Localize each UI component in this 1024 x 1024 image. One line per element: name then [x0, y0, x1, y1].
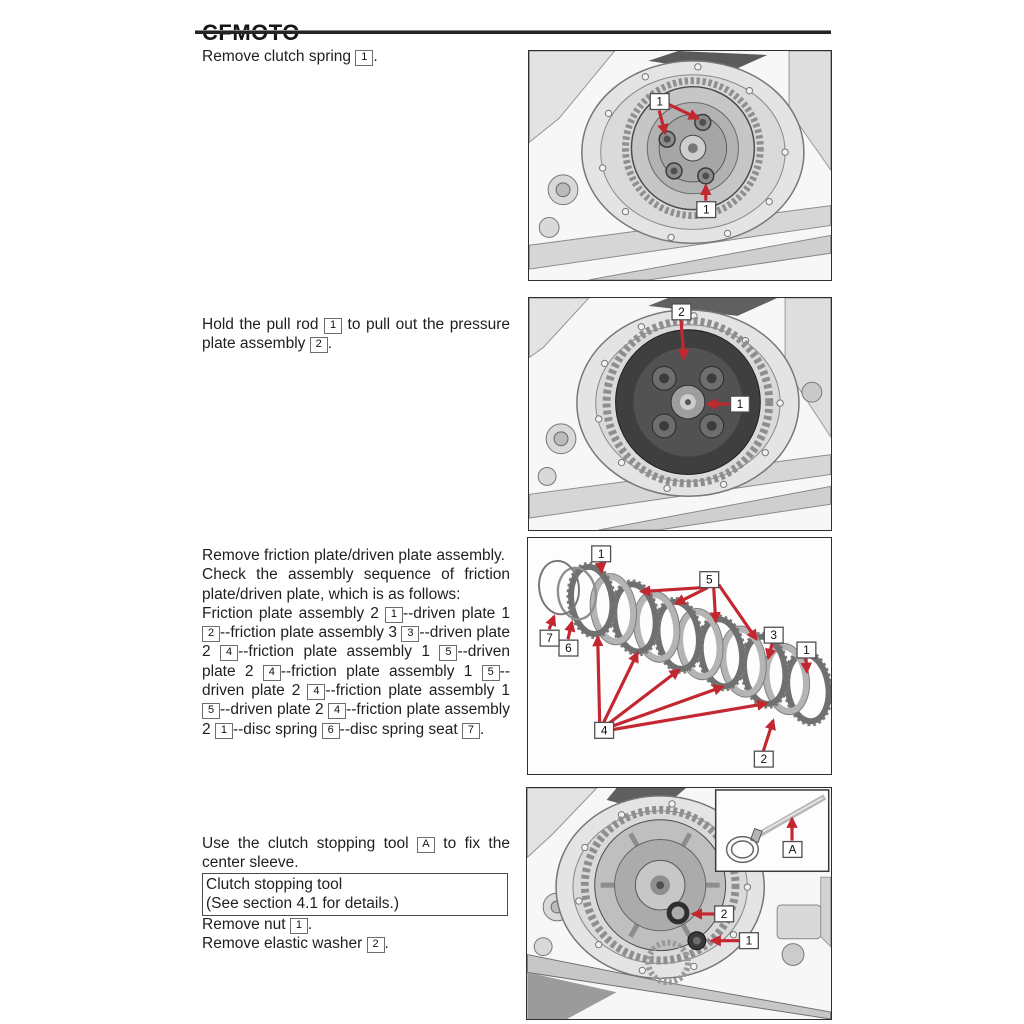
- svg-text:7: 7: [546, 631, 553, 646]
- callout-ref-1: 1: [355, 50, 373, 66]
- step-remove-nut: Remove nut 1 .: [202, 916, 313, 933]
- callout-2-washer: [715, 906, 734, 922]
- svg-text:1: 1: [656, 94, 663, 109]
- plate-stack: [536, 558, 831, 728]
- tool-note-line2: (See section 4.1 for details.): [206, 895, 399, 913]
- callout-2: [754, 751, 773, 767]
- clutch-spring-illustration: [529, 51, 831, 280]
- callout-1-bottom: [697, 202, 716, 218]
- figure-stopping-tool: [526, 787, 832, 1020]
- callout-ref-2: 2: [202, 626, 220, 642]
- callout-ref-4: 4: [263, 665, 281, 681]
- callout-ref-5: 5: [482, 665, 500, 681]
- callout-ref-6: 6: [322, 723, 340, 739]
- callout-6: [559, 640, 578, 656]
- callout-1-top: [650, 94, 669, 110]
- callout-1-left: [592, 546, 611, 562]
- step-pull-rod: Hold the pull rod 1 to pull out the pressure plate assembly 2 .: [202, 316, 510, 353]
- tool-inset: [716, 790, 829, 871]
- callout-ref-3: 3: [401, 626, 419, 642]
- step-friction-plates: [202, 546, 510, 739]
- callout-ref-A: A: [417, 837, 435, 853]
- svg-text:1: 1: [745, 933, 753, 948]
- friction-plate-p2: Check the assembly sequence of friction plate/driven plate, which is as follows:: [202, 566, 510, 603]
- svg-text:A: A: [788, 842, 797, 857]
- friction-plate-sequence: Friction plate assembly 2 1 ​--driven plate 1 2 ​--friction plate assembly 3 3 ​--driven plate 2 4 ​--friction plate assembly 1 5 ​--driven plate 2 4 ​--friction plate assembly 1 5 ​--driven plate 2 4 ​--friction plate assembly 1 5 ​--driven plate 2 4 ​--friction plate assembly 2 1 ​--disc spring 6 ​--disc spring seat 7 .: [202, 604, 510, 738]
- callout-2-pressure-plate: [672, 304, 691, 320]
- callout-ref-7: 7: [462, 723, 480, 739]
- callout-4: [595, 722, 614, 738]
- callout-ref-2: 2: [367, 937, 385, 953]
- svg-text:1: 1: [597, 546, 605, 561]
- callout-arrows: [549, 562, 807, 751]
- svg-text:5: 5: [705, 572, 713, 587]
- figure-clutch-spring: [528, 50, 832, 281]
- callout-3: [764, 627, 783, 643]
- callout-ref-5: 5: [439, 645, 457, 661]
- callout-5: [700, 572, 719, 588]
- callout-1-pull-rod: [731, 396, 750, 412]
- callout-ref-5: 5: [202, 703, 220, 719]
- pressure-plate-illustration: [529, 298, 831, 530]
- callout-1-nut: [739, 933, 758, 949]
- callout-1-right: [797, 642, 816, 658]
- step-remove-washer: Remove elastic washer 2 .: [202, 935, 389, 952]
- callout-ref-1: 1: [385, 607, 403, 623]
- svg-text:1: 1: [803, 643, 810, 658]
- step-stopping-tool: Use the clutch stopping tool A to fix the center sleeve.: [202, 835, 510, 872]
- figure-pressure-plate: [528, 297, 832, 531]
- callout-ref-1: 1: [324, 318, 342, 334]
- callout-ref-1: 1: [290, 918, 308, 934]
- tool-note-box: [202, 873, 508, 916]
- callout-ref-4: 4: [307, 684, 325, 700]
- step-remove-clutch-spring: Remove clutch spring 1 .: [202, 48, 378, 65]
- callout-a-tool: [783, 842, 802, 858]
- svg-text:1: 1: [736, 397, 744, 412]
- svg-text:4: 4: [600, 723, 608, 738]
- tool-note-line1: Clutch stopping tool: [206, 876, 343, 893]
- callout-ref-1: 1: [215, 723, 233, 739]
- friction-plate-p1: Remove friction plate/driven plate assembly.: [202, 547, 505, 564]
- svg-text:3: 3: [770, 628, 778, 643]
- svg-text:2: 2: [760, 752, 768, 767]
- callout-ref-4: 4: [328, 703, 346, 719]
- callout-ref-4: 4: [220, 645, 238, 661]
- stopping-tool-illustration: [527, 788, 831, 1019]
- svg-text:2: 2: [678, 304, 685, 319]
- plate-stack-diagram: [528, 538, 831, 774]
- header-rule: [195, 30, 831, 34]
- svg-text:2: 2: [720, 906, 728, 921]
- callout-ref-2: 2: [310, 337, 328, 353]
- figure-plate-stack: [527, 537, 832, 775]
- callout-7: [540, 630, 559, 646]
- svg-text:1: 1: [702, 202, 710, 217]
- svg-text:6: 6: [565, 641, 572, 656]
